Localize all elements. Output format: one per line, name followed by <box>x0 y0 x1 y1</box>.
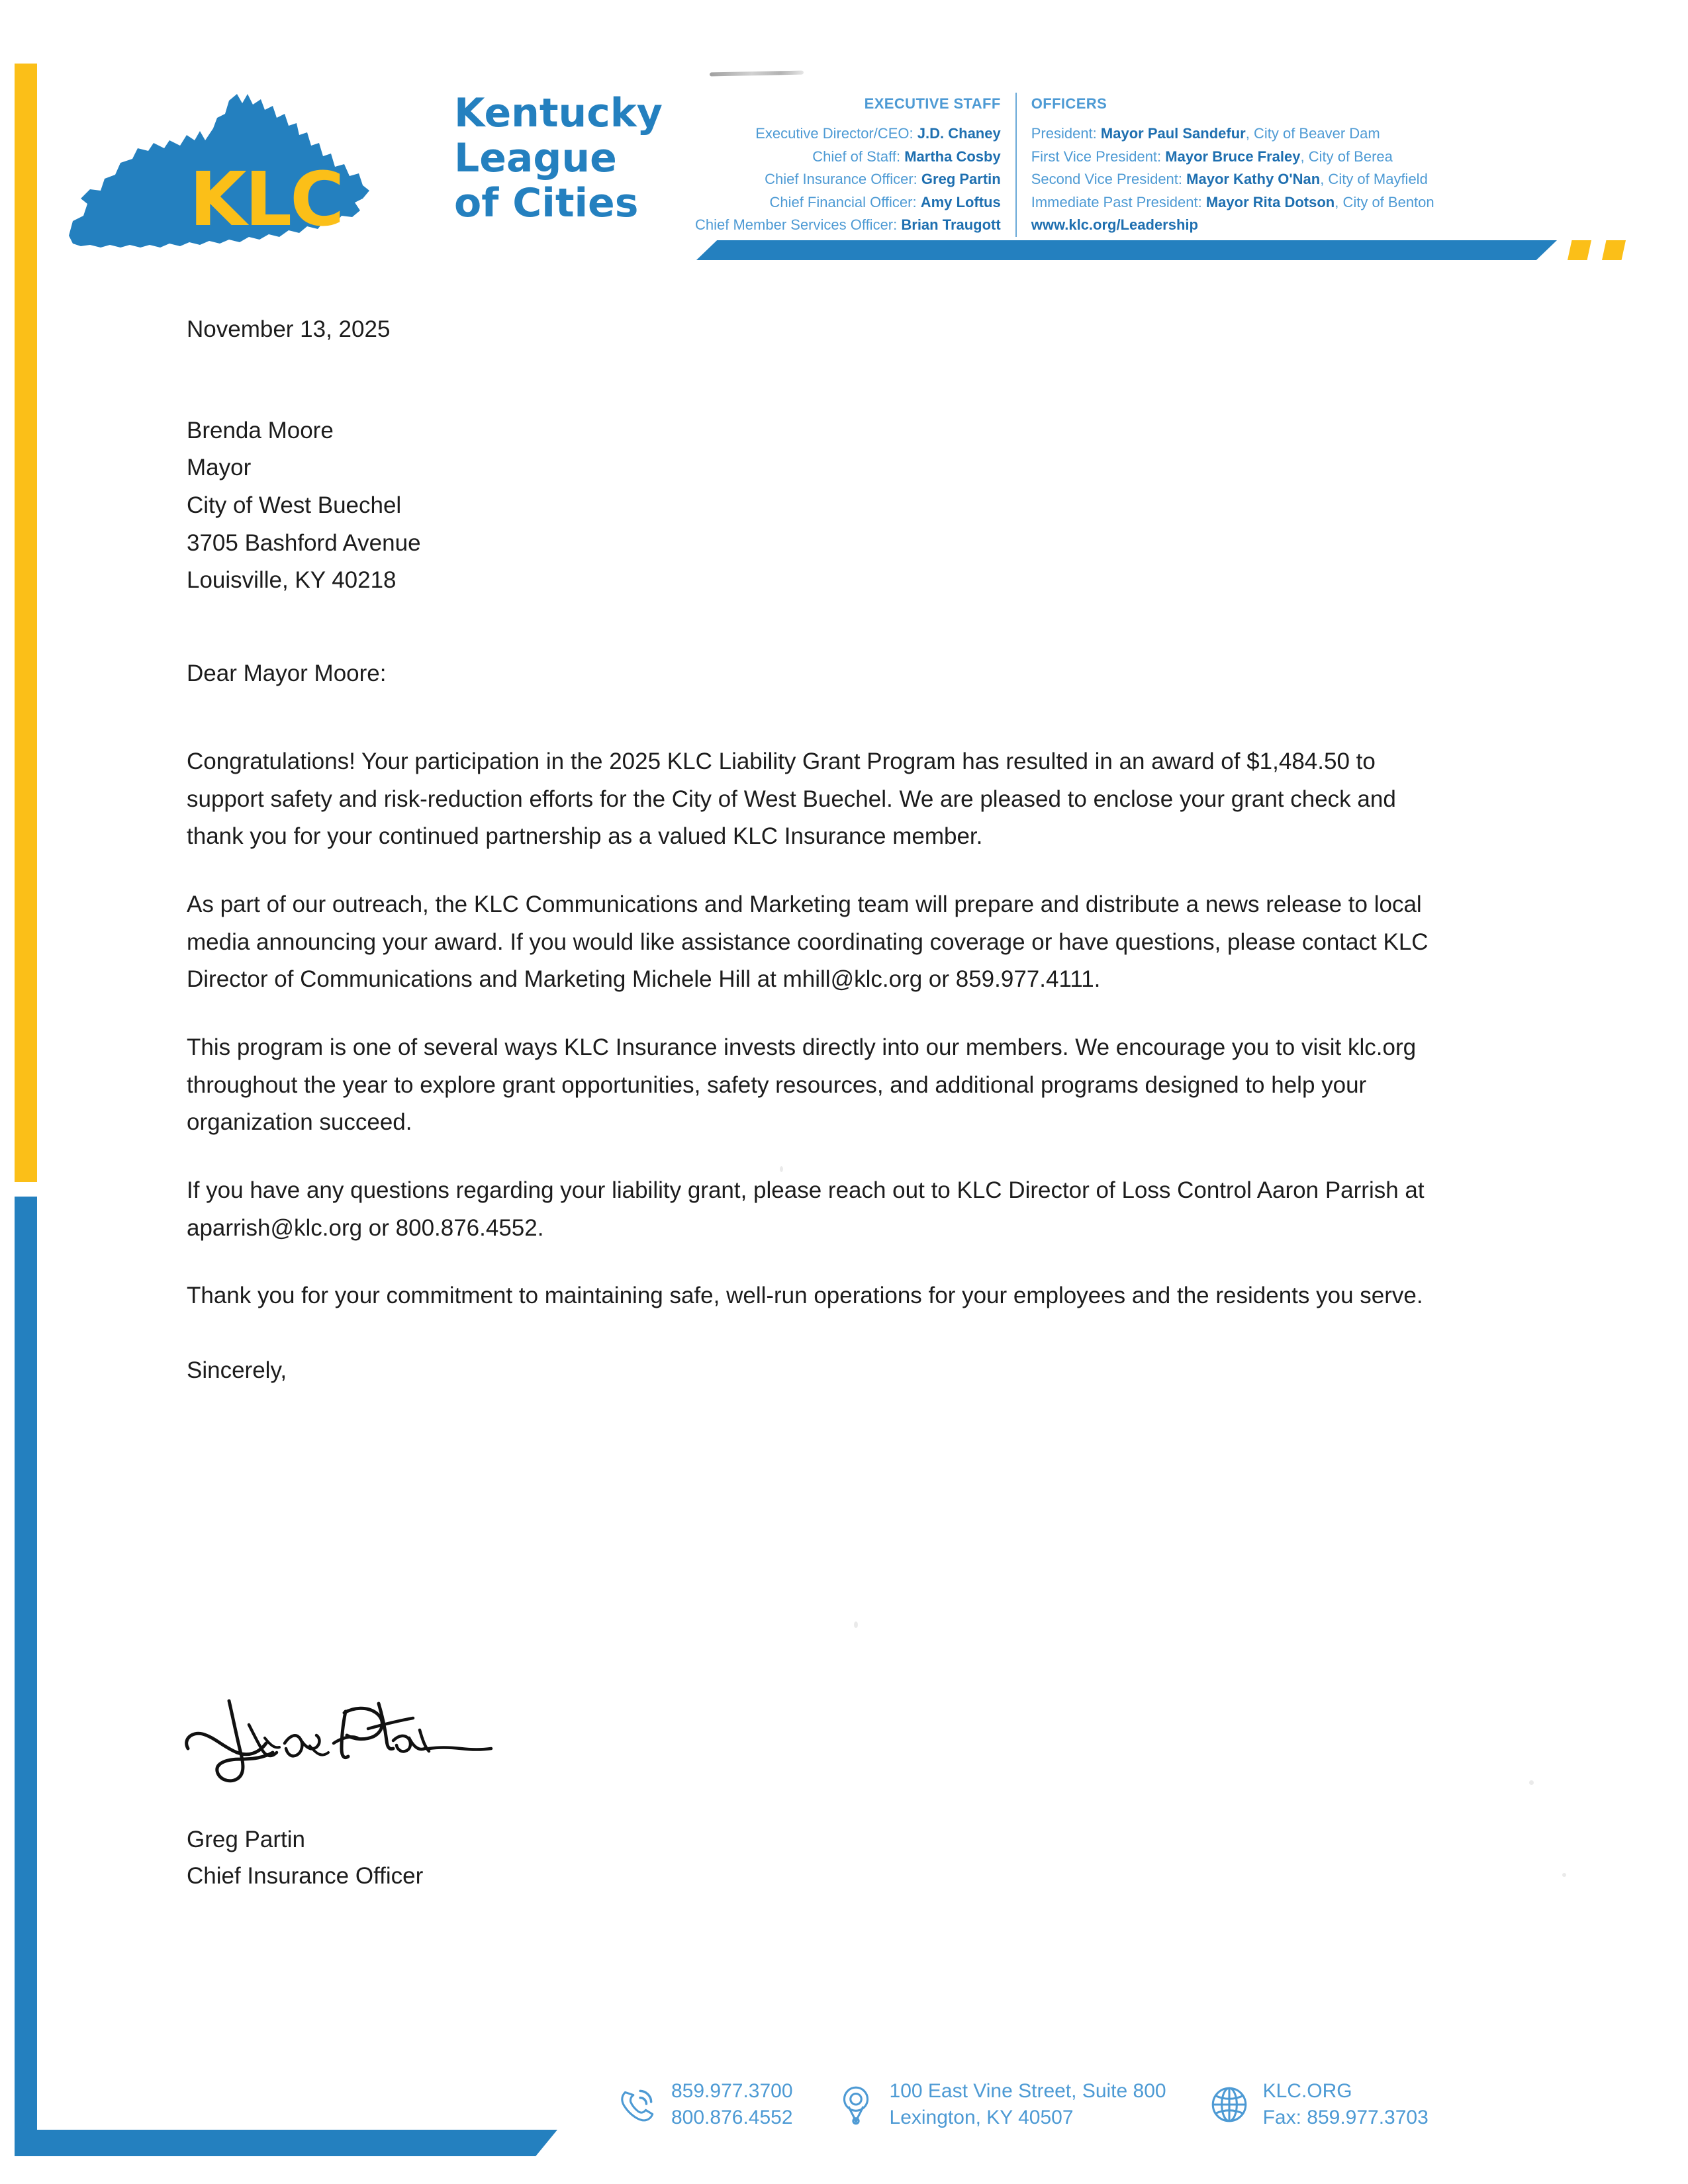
executive-staff-column <box>695 93 1015 237</box>
letter-body <box>187 311 1444 1390</box>
officers-heading: OFFICERS <box>1031 95 1107 112</box>
officer-city: , City of Benton <box>1335 193 1434 210</box>
bottom-blue-accent-bar <box>15 2130 557 2156</box>
globe-icon <box>1207 2083 1251 2126</box>
scan-artifact-smudge <box>710 71 804 77</box>
footer-web-line-1[interactable]: KLC.ORG <box>1262 2080 1352 2102</box>
exec-staff-row <box>695 146 1001 167</box>
body-paragraph-3: This program is one of several ways KLC Insurance invests directly into our members. We encourage you to visit klc.org throughout the year to explore grant opportunities, safety resources, and additional programs designed to help your organization succeed. <box>187 1034 1417 1136</box>
letterhead-footer <box>616 2078 1470 2131</box>
exec-name: Martha Cosby <box>904 148 1001 165</box>
scan-speck <box>1529 1780 1534 1785</box>
footer-phone-line-2: 800.876.4552 <box>671 2107 793 2129</box>
exec-role: Executive Director/CEO: <box>755 125 914 142</box>
logo-line-of-cities: of Cities <box>454 179 639 226</box>
recipient-title: Mayor <box>187 455 252 481</box>
scan-speck <box>854 1621 858 1628</box>
footer-web-text <box>1263 2078 1429 2131</box>
exec-role: Chief of Staff: <box>812 148 901 165</box>
body-paragraph-5: Thank you for your commitment to maintaining safe, well-run operations for your employees and the residents you serve. <box>187 1283 1423 1309</box>
body-paragraph-4: If you have any questions regarding your liability grant, please reach out to KLC Director of Loss Control Aaron Parrish at aparrish@klc.org or 800.876.4552. <box>187 1177 1425 1241</box>
scan-speck <box>780 1166 783 1172</box>
exec-staff-row <box>695 122 1001 144</box>
exec-name: Greg Partin <box>921 171 1001 188</box>
exec-staff-row <box>695 168 1001 190</box>
header-yellow-accent-2 <box>1602 240 1626 260</box>
body-paragraph-1: Congratulations! Your participation in the 2025 KLC Liability Grant Program has resulted in an award of $1,484.50 to support safety and risk-reduction efforts for the City of West Buechel. We are pleased to enclose your grant check and thank you for your continued partnership as a valued KLC Insurance member. <box>187 748 1396 850</box>
footer-address-line-1: 100 East Vine Street, Suite 800 <box>889 2080 1166 2102</box>
officer-city: , City of Mayfield <box>1320 171 1428 188</box>
officer-row <box>1031 191 1434 213</box>
officer-role: Second Vice President: <box>1031 171 1183 188</box>
footer-phone-item <box>616 2078 793 2131</box>
exec-name: Brian Traugott <box>901 216 1001 234</box>
logo-line-league: League <box>454 134 617 181</box>
exec-name: J.D. Chaney <box>917 125 1001 142</box>
footer-phone-line-1: 859.977.3700 <box>671 2080 793 2102</box>
exec-staff-row <box>695 214 1001 236</box>
officer-name: Mayor Paul Sandefur <box>1100 125 1246 142</box>
signer-name: Greg Partin <box>187 1827 305 1852</box>
salutation: Dear Mayor Moore: <box>187 660 387 687</box>
footer-web-item <box>1207 2078 1429 2131</box>
klc-logo <box>64 85 663 250</box>
signer-title: Chief Insurance Officer <box>187 1863 424 1889</box>
officer-row <box>1031 168 1434 190</box>
letterhead-header <box>0 0 1688 278</box>
footer-address-line-2: Lexington, KY 40507 <box>889 2107 1074 2129</box>
officer-name: Mayor Rita Dotson <box>1205 193 1335 210</box>
officer-role: Immediate Past President: <box>1031 193 1202 210</box>
letter-date: November 13, 2025 <box>187 316 391 342</box>
exec-role: Chief Member Services Officer: <box>695 216 898 234</box>
map-pin-icon <box>834 2083 878 2126</box>
logo-line-kentucky: Kentucky <box>454 90 663 136</box>
signature-block <box>187 1674 782 1895</box>
officer-city: , City of Berea <box>1300 148 1393 165</box>
body-paragraph-2: As part of our outreach, the KLC Communications and Marketing team will prepare and distribute a news release to local media announcing your award. If you would like assistance coordinating coverage or have questions, please contact KLC Director of Communications and Marketing Michele Hill at mhill@klc.org or 859.977.4111. <box>187 891 1429 993</box>
recipient-street: 3705 Bashford Avenue <box>187 529 421 556</box>
officer-name: Mayor Kathy O'Nan <box>1186 171 1321 188</box>
header-yellow-accent-1 <box>1568 240 1591 260</box>
phone-ringing-icon <box>616 2083 659 2126</box>
footer-phone-text <box>671 2078 793 2131</box>
officer-role: President: <box>1031 125 1097 142</box>
left-blue-accent-bar <box>15 1197 37 2156</box>
footer-fax-line: Fax: 859.977.3703 <box>1262 2107 1429 2129</box>
footer-address-text <box>890 2078 1166 2131</box>
officer-row <box>1031 122 1434 144</box>
recipient-address-block <box>187 412 1444 600</box>
klc-wordmark <box>454 91 663 226</box>
executive-staff-heading: EXECUTIVE STAFF <box>864 95 1001 112</box>
leadership-url-link[interactable]: www.klc.org/Leadership <box>1031 216 1198 234</box>
recipient-city-state-zip: Louisville, KY 40218 <box>187 567 397 594</box>
footer-address-item <box>834 2078 1166 2131</box>
closing-line: Sincerely, <box>187 1357 287 1384</box>
officer-role: First Vice President: <box>1031 148 1162 165</box>
klc-abbreviation: KLC <box>189 157 343 243</box>
recipient-name: Brenda Moore <box>187 417 334 443</box>
header-blue-rule <box>696 240 1557 260</box>
exec-role: Chief Insurance Officer: <box>765 171 917 188</box>
exec-role: Chief Financial Officer: <box>769 193 917 210</box>
scan-speck <box>1562 1873 1566 1877</box>
officers-column <box>1015 93 1434 237</box>
handwritten-signature-icon <box>180 1674 524 1787</box>
exec-staff-row <box>695 191 1001 213</box>
leadership-info-block <box>695 93 1434 237</box>
exec-name: Amy Loftus <box>920 193 1001 210</box>
recipient-organization: City of West Buechel <box>187 492 402 519</box>
officer-row <box>1031 146 1434 167</box>
officer-name: Mayor Bruce Fraley <box>1165 148 1301 165</box>
officer-city: , City of Beaver Dam <box>1245 125 1380 142</box>
